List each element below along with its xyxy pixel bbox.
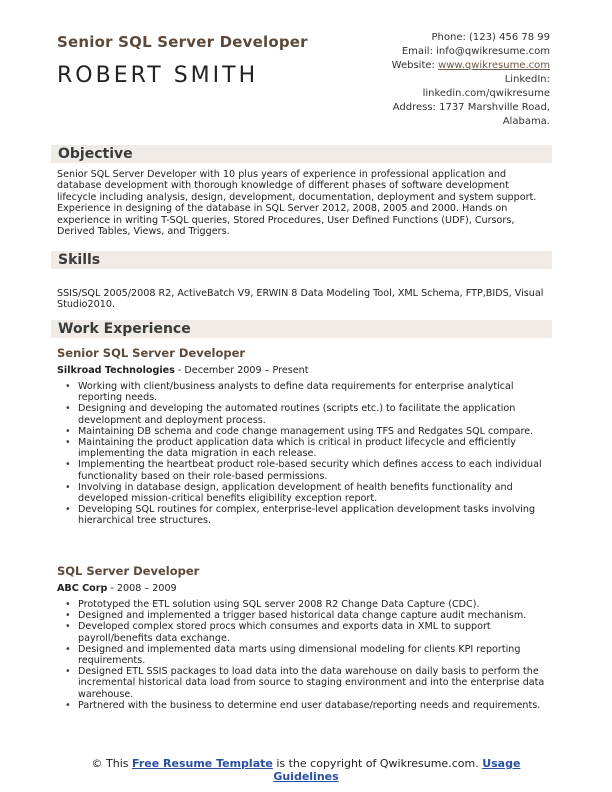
duty-item: • Maintaining the product application data which is critical in product lifecycle and efficiently implementing the data migration in each release. xyxy=(57,437,551,459)
email: Email: info@qwikresume.com xyxy=(401,46,550,57)
phone: Phone: (123) 456 78 99 xyxy=(431,32,550,43)
website-link[interactable]: www.qwikresume.com xyxy=(438,60,550,71)
job-title-heading: Senior SQL Server Developer xyxy=(57,33,308,51)
skills-text: SSIS/SQL 2005/2008 R2, ActiveBatch V9, ERWIN 8 Data Modeling Tool, XML Schema, FTP,BIDS, Visual Studio2010. xyxy=(57,288,544,311)
linkedin-label: LinkedIn: xyxy=(504,74,550,85)
address-line1: Address: 1737 Marshville Road, xyxy=(392,102,550,113)
footer-prefix: © This xyxy=(91,757,133,770)
footer-middle: is the copyright of Qwikresume.com. xyxy=(272,757,483,770)
usage-guidelines-link[interactable]: Usage Guidelines xyxy=(273,757,521,783)
address-line2: Alabama. xyxy=(502,116,550,127)
job-title: Senior SQL Server Developer xyxy=(57,346,246,360)
duty-item: • Prototyped the ETL solution using SQL server 2008 R2 Change Data Capture (CDC). xyxy=(57,599,551,610)
experience-heading: Work Experience xyxy=(58,321,191,337)
skills-section-bar xyxy=(51,251,552,269)
job-dates: - 2008 – 2009 xyxy=(107,583,177,594)
footer xyxy=(80,757,532,783)
free-resume-template-link[interactable]: Free Resume Template xyxy=(132,757,273,770)
duties-list xyxy=(57,599,551,711)
linkedin-value: linkedin.com/qwikresume xyxy=(422,88,550,99)
duty-item: • Developed complex stored procs which consumes and exports data in XML to support payroll/benefits data exchange. xyxy=(57,621,551,643)
candidate-name: ROBERT SMITH xyxy=(57,63,259,88)
duty-item: • Partnered with the business to determine end user database/reporting needs and requirements. xyxy=(57,700,551,711)
duties-list xyxy=(57,381,551,527)
duty-item: • Designed ETL SSIS packages to load data into the data warehouse on daily basis to perform the incremental historical data load from source to staging environment and into the enterprise data warehouse. xyxy=(57,666,551,700)
contact-block xyxy=(290,31,550,129)
company-line xyxy=(57,583,177,594)
duty-item: • Implementing the heartbeat product role-based security which defines access to each individual functionality based on their role-based permissions. xyxy=(57,459,551,481)
website xyxy=(290,59,550,73)
duty-item: • Involving in database design, application development of health benefits functionality and developed mission-critical benefits eligibility exception report. xyxy=(57,482,551,504)
duty-item: • Working with client/business analysts to define data requirements for enterprise analytical reporting needs. xyxy=(57,381,551,403)
website-label: Website: xyxy=(391,60,439,71)
duty-item: • Maintaining DB schema and code change management using TFS and Redgates SQL compare. xyxy=(57,426,551,437)
job-dates: - December 2009 – Present xyxy=(174,365,309,376)
experience-section-bar xyxy=(51,320,552,338)
objective-text: Senior SQL Server Developer with 10 plus years of experience in professional application and database development with thorough knowledge of different phases of software development lifecycle including analysis, design, development, documentation, deployment and system support. Experience in designing of the database in SQL Server 2012, 2008, 2005 and 2000. Hands on experience in writing T-SQL queries, Stored Procedures, User Defined Functions (UDF), Cursors, Derived Tables, Views, and Triggers. xyxy=(57,169,537,238)
company-name: ABC Corp xyxy=(57,583,108,594)
duty-item: • Designing and developing the automated routines (scripts etc.) to facilitate the application development and deployment process. xyxy=(57,403,551,425)
objective-heading: Objective xyxy=(58,146,133,162)
objective-section-bar xyxy=(51,145,552,163)
duty-item: • Designed and implemented a trigger based historical data change capture audit mechanism. xyxy=(57,610,551,621)
job-title: SQL Server Developer xyxy=(57,564,200,578)
duty-item: • Developing SQL routines for complex, enterprise-level application development tasks involving hierarchical tree structures. xyxy=(57,504,551,526)
company-line xyxy=(57,365,309,376)
skills-heading: Skills xyxy=(58,252,101,268)
duty-item: • Designed and implemented data marts using dimensional modeling for clients KPI reporting requirements. xyxy=(57,644,551,666)
company-name: Silkroad Technologies xyxy=(57,365,175,376)
